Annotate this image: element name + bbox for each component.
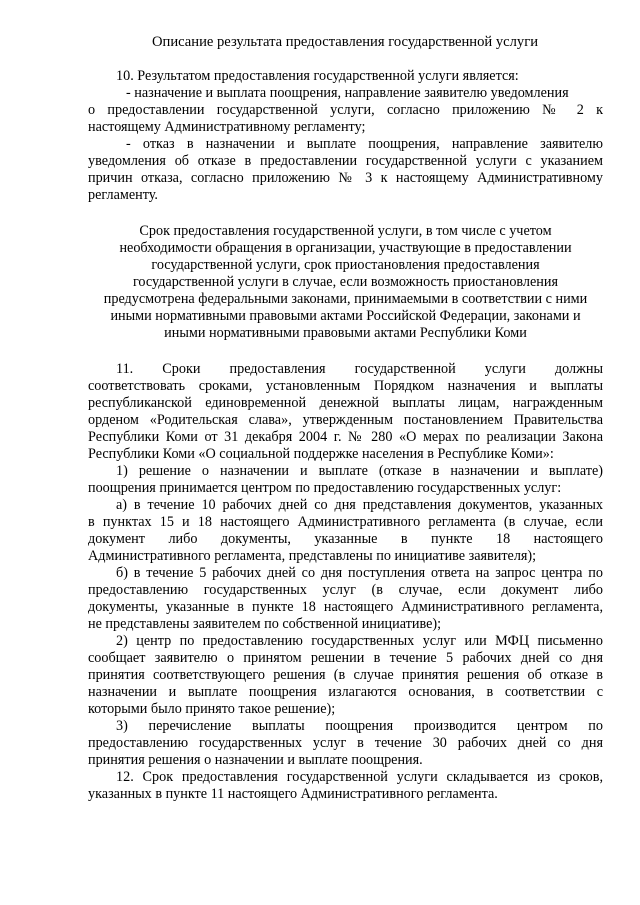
paragraph-11-line: 1) решение о назначении и выплате (отказе в назначении и выплате) (116, 463, 603, 479)
paragraph-11-line: в пунктах 15 и 18 настоящего Административного регламента (в случае, если (88, 514, 603, 530)
paragraph-11-line: документы, указанные в пункте 18 настоящего Административного регламента, (88, 599, 603, 615)
section-heading-line: необходимости обращения в организации, участвующие в предоставлении (119, 240, 572, 256)
section-heading-line: Срок предоставления государственной услуги, в том числе с учетом (139, 223, 552, 239)
section-heading-line: предусмотрена федеральными законами, принимаемыми в соответствии с ними (103, 291, 588, 307)
section-heading-line: иными нормативными правовыми актами Российской Федерации, законами и (110, 308, 581, 324)
paragraph-11-line: предоставлению государственных услуг (в случае, если документ либо (88, 582, 603, 598)
paragraph-11-line: 11. Сроки предоставления государственной услуги должны (116, 361, 603, 377)
paragraph-11-line: принятия соответствующего решения (в случае принятия решения об отказе в (88, 667, 603, 683)
page-title: Описание результата предоставления государственной услуги (151, 34, 539, 50)
paragraph-11-line: сообщает заявителю о принятом решении в течение 5 рабочих дней со дня (88, 650, 603, 666)
paragraph-11-line: 3) перечисление выплаты поощрения производится центром по (116, 718, 603, 734)
paragraph-10-line: регламенту. (88, 187, 158, 203)
paragraph-11-line: документ либо документы, указанные в пункте 18 настоящего (88, 531, 603, 547)
section-heading-line: государственной услуги в случае, если возможность приостановления (132, 274, 559, 290)
paragraph-11-line: предоставлению государственных услуг в течение 30 рабочих дней со дня (88, 735, 603, 751)
paragraph-11-line: Административного регламента, представлены по инициативе заявителя); (88, 548, 537, 564)
paragraph-11-line: б) в течение 5 рабочих дней со дня поступления ответа на запрос центра по (116, 565, 603, 581)
paragraph-10-line: - назначение и выплата поощрения, направление заявителю уведомления (126, 85, 569, 101)
paragraph-11-line: поощрения принимается центром по предоставлению государственных услуг: (88, 480, 562, 496)
paragraph-10-line: - отказ в назначении и выплате поощрения, направление заявителю (126, 136, 603, 152)
paragraph-12-line: указанных в пункте 11 настоящего Административного регламента. (88, 786, 498, 802)
section-heading-line: иными нормативными правовыми актами Республики Коми (164, 325, 527, 341)
paragraph-11-line: орденом «Родительская слава», утвержденным постановлением Правительства (88, 412, 603, 428)
paragraph-11-line: Республики Коми «О социальной поддержке населения в Республике Коми»: (88, 446, 554, 462)
paragraph-10-line: уведомления об отказе в предоставлении государственной услуги с указанием (88, 153, 603, 169)
paragraph-11-line: назначении и выплате поощрения излагаются основания, в соответствии с (88, 684, 603, 700)
paragraph-10-line: о предоставлении государственной услуги, согласно приложению № 2 к (88, 102, 603, 118)
paragraph-10-line: настоящему Административному регламенту; (88, 119, 366, 135)
paragraph-11-line: соответствовать сроками, установленным Порядком назначения и выплаты (88, 378, 603, 394)
paragraph-10-line: причин отказа, согласно приложению № 3 к настоящему Административному (88, 170, 603, 186)
paragraph-11-line: принятия решения о назначении и выплате поощрения. (88, 752, 423, 768)
paragraph-11-line: не представлены заявителем по собственной инициативе); (88, 616, 442, 632)
paragraph-11-line: 2) центр по предоставлению государственных услуг или МФЦ письменно (116, 633, 603, 649)
paragraph-11-line: которыми было принято такое решение); (88, 701, 336, 717)
paragraph-11-line: Республики Коми от 31 декабря 2004 г. № 280 «О мерах по реализации Закона (88, 429, 603, 445)
section-heading-line: государственной услуги, срок приостановления предоставления (151, 257, 540, 273)
paragraph-12-line: 12. Срок предоставления государственной услуги складывается из сроков, (116, 769, 603, 785)
paragraph-11-line: а) в течение 10 рабочих дней со дня представления документов, указанных (116, 497, 603, 513)
paragraph-10-line: 10. Результатом предоставления государственной услуги является: (116, 68, 519, 84)
paragraph-11-line: республиканской единовременной денежной выплаты лицам, награжденным (88, 395, 603, 411)
